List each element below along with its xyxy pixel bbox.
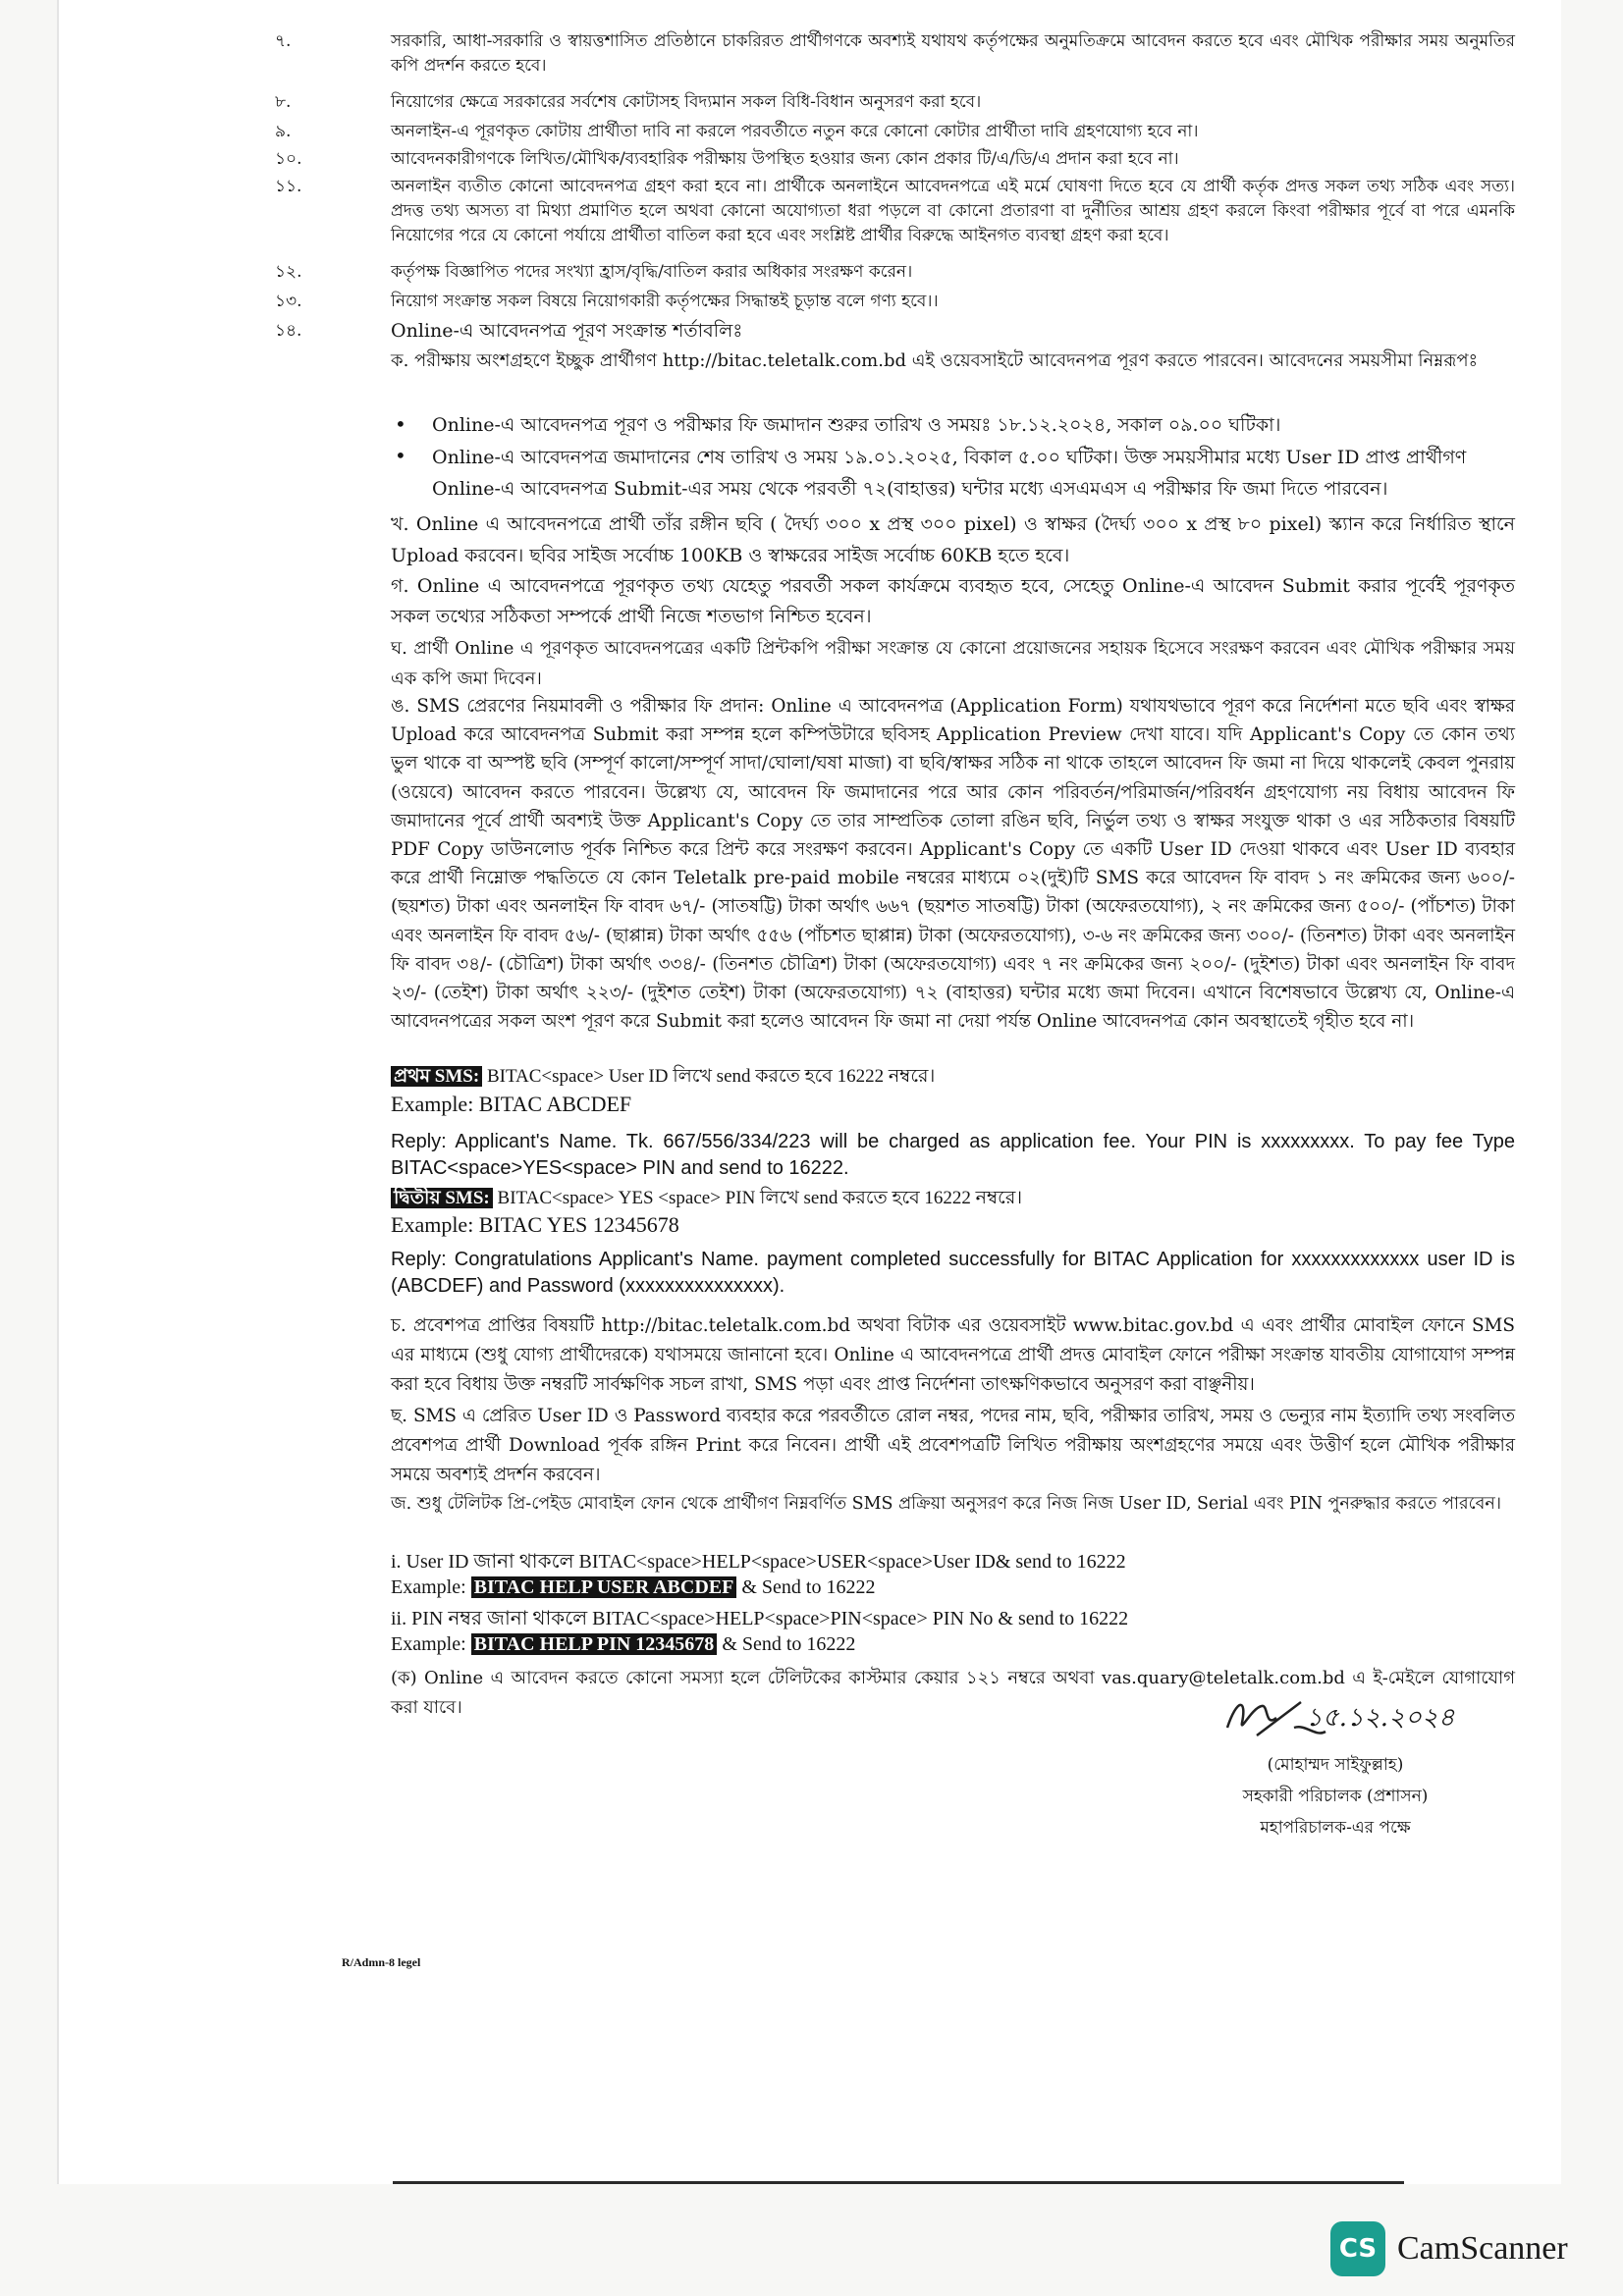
item-text: Online-এ আবেদনপত্র পূরণ সংক্রান্ত শর্তাবলিঃ — [391, 320, 743, 342]
item-text: অনলাইন-এ পূরণকৃত কোটায় প্রার্থীতা দাবি না করলে পরবর্তীতে নতুন করে কোনো কোটার প্রার্থীতা দাবি গ্রহণযোগ্য হবে না। — [391, 122, 1199, 141]
item-text: নিয়োগ সংক্রান্ত সকল বিষয়ে নিয়োগকারী কর্তৃপক্ষের সিদ্ধান্তই চূড়ান্ত বলে গণ্য হবে।। — [391, 292, 939, 311]
subsection-text: খ. Online এ আবেদনপত্রে প্রার্থী তাঁর রঙ্গীন ছবি ( দৈর্ঘ্য ৩০০ x প্রস্থ ৩০০ pixel) ও স্বাক্ষর (দৈর্ঘ্য ৩০০ x প্রস্থ ৮০ pixel) স্ক্যান করে নির্ধারিত স্থানে Upload করবেন। ছবির সাইজ সর্বোচ্চ 100KB ও স্বাক্ষরের সাইজ সর্বোচ্চ 60KB হতে হবে। — [391, 513, 1515, 566]
subsection-text: ক. পরীক্ষায় অংশগ্রহণে ইচ্ছুক প্রার্থীগণ http://bitac.teletalk.com.bd এই ওয়েবসাইটে আবেদনপত্র পূরণ করতে পারবেন। আবেদনের সময়সীমা নিম্নরূপঃ — [391, 350, 1479, 371]
bullet-icon: • — [395, 412, 406, 436]
signature-date: ১৫.১২.২০২৪ — [1306, 1703, 1455, 1733]
item-text: অনলাইন ব্যতীত কোনো আবেদনপত্র গ্রহণ করা হবে না। প্রার্থীকে অনলাইনে আবেদনপত্রে এই মর্মে ঘোষণা দিতে হবে যে প্রার্থী কর্তৃক প্রদত্ত সকল তথ্য সঠিক এবং সত্য। প্রদত্ত তথ্য অসত্য বা মিথ্যা প্রমাণিত হলে অথবা কোনো অযোগ্যতা ধরা পড়লে বা কোনো প্রতারণা বা দুর্নীতির আশ্রয় গ্রহণ করলে কিংবা পরীক্ষার পূর্বে বা পরে এমনকি নিয়োগের পরে যে কোনো পর্যায়ে প্রার্থীতা বাতিল করা হবে এবং সংশ্লিষ্ট প্রার্থীর বিরুদ্ধে আইনগত ব্যবস্থা গ্রহণ করা হবে। — [391, 177, 1515, 245]
footer-reference-code: R/Admn-8 legel — [342, 1955, 421, 1969]
first-sms-reply-text: Reply: Applicant's Name. Tk. 667/556/334/223 will be charged as application fee. Your PIN is xxxxxxxxx. To pay fee Type BITAC<space>YES<space> PIN and send to 16222. — [391, 1131, 1515, 1179]
item-number: ১০. — [275, 149, 302, 169]
item-text: আবেদনকারীগণকে লিখিত/মৌখিক/ব্যবহারিক পরীক্ষায় উপস্থিত হওয়ার জন্য কোন প্রকার টি/এ/ডি/এ প্রদান করা হবে না। — [391, 149, 1179, 169]
camscanner-text: CamScanner — [1397, 2230, 1568, 2267]
second-sms-label: দ্বিতীয় SMS: — [391, 1188, 493, 1208]
subsection-text: ঘ. প্রার্থী Online এ পূরণকৃত আবেদনপত্রের একটি প্রিন্টকপি পরীক্ষা সংক্রান্ত যে কোনো প্রয়োজনের সহায়ক হিসেবে সংরক্ষণ করবেন এবং মৌখিক পরীক্ষার সময় এক কপি জমা দিবেন। — [391, 638, 1515, 689]
document-page — [59, 0, 1561, 2184]
recover-user-id-text: i. User ID জানা থাকলে BITAC<space>HELP<space>USER<space>User ID& send to 16222 — [391, 1551, 1126, 1573]
example-tail: & Send to 16222 — [736, 1576, 876, 1598]
bullet-icon: • — [395, 444, 406, 467]
bullet-text: Online-এ আবেদনপত্র জমাদানের শেষ তারিখ ও সময় ১৯.০১.২০২৫, বিকাল ৫.০০ ঘটিকা। উক্ত সময়সীমার মধ্যে User ID প্রাপ্ত প্রার্থীগণ Online-এ আবেদনপত্র Submit-এর সময় থেকে পরবর্তী ৭২(বাহাত্তর) ঘন্টার মধ্যে এসএমএস এ পরীক্ষার ফি জমা দিতে পারবেন। — [432, 447, 1467, 500]
item-number: ১৪. — [275, 321, 302, 341]
item-number: ৭. — [275, 31, 292, 51]
recover-pin-text: ii. PIN নম্বর জানা থাকলে BITAC<space>HELP<space>PIN<space> PIN No & send to 16222 — [391, 1608, 1129, 1629]
first-sms-text: BITAC<space> User ID লিখে send করতে হবে 16222 নম্বরে। — [482, 1066, 936, 1087]
example-tail: & Send to 16222 — [717, 1633, 856, 1655]
item-number: ৯. — [275, 122, 292, 141]
item-text: সরকারি, আধা-সরকারি ও স্বায়ত্তশাসিত প্রতিষ্ঠানে চাকরিরত প্রার্থীগণকে অবশ্যই যথাযথ কর্তৃপক্ষের অনুমতিক্রমে আবেদন করতে হবে এবং মৌখিক পরীক্ষার সময় অনুমতির কপি প্রদর্শন করতে হবে। — [391, 31, 1515, 76]
item-text: নিয়োগের ক্ষেত্রে সরকারের সর্বশেষ কোটাসহ বিদ্যমান সকল বিধি-বিধান অনুসরণ করা হবে। — [391, 92, 982, 112]
item-number: ৮. — [275, 92, 292, 112]
subsection-text: ঙ. SMS প্রেরণের নিয়মাবলী ও পরীক্ষার ফি প্রদান: Online এ আবেদনপত্র (Application Form) যথাযথভাবে পূরণ করে নির্দেশনা মতে ছবি এবং স্বাক্ষর Upload করে আবেদনপত্র Submit করা সম্পন্ন হলে কম্পিউটারে ছবিসহ Application Preview দেখা যাবে। যদি Applicant's Copy তে কোন তথ্য ভুল থাকে বা অস্পষ্ট ছবি (সম্পূর্ণ কালো/সম্পূর্ণ সাদা/ঘোলা/ঘষা মাজা) বা ছবি/স্বাক্ষর সঠিক না থাকে তাহলে আবেদন ফি জমা না দিয়ে থাকলেই কেবল পুনরায় (ওয়েবে) আবেদন করতে পারবেন। উল্লেখ্য যে, আবেদন ফি জমাদানের পরে আর কোন পরিবর্তন/পরিমার্জন/পরিবর্ধন গ্রহণযোগ্য নয় বিধায় আবেদন ফি জমাদানের পূর্বে প্রার্থী অবশ্যই উক্ত Applicant's Copy তে তার সাম্প্রতিক তোলা রঙিন ছবি, নির্ভুল তথ্য ও স্বাক্ষর সংযুক্ত থাকা ও এর সঠিকতার বিষয়টি PDF Copy ডাউনলোড পূর্বক নিশ্চিত করে প্রিন্ট করে সংরক্ষণ করবেন। Applicant's Copy তে একটি User ID দেওয়া থাকবে এবং User ID ব্যবহার করে প্রার্থী নিম্নোক্ত পদ্ধতিতে যে কোন Teletalk pre-paid mobile নম্বরের মাধ্যমে ০২(দুই)টি SMS করে আবেদন ফি বাবদ ১ নং ক্রমিকের জন্য ৬০০/- (ছয়শত) টাকা এবং অনলাইন ফি বাবদ ৬৭/- (সাতষট্টি) টাকা অর্থাৎ ৬৬৭ (ছয়শত সাতষট্টি) টাকা (অফেরতযোগ্য), ২ নং ক্রমিকের জন্য ৫০০/- (পাঁচশত) টাকা এবং অনলাইন ফি বাবদ ৫৬/- (ছাপ্পান্ন) টাকা অর্থাৎ ৫৫৬ (পাঁচশত ছাপ্পান্ন) টাকা (অফেরতযোগ্য), ৩-৬ নং ক্রমিকের জন্য ৩০০/- (তিনশত) টাকা এবং অনলাইন ফি বাবদ ৩৪/- (চৌত্রিশ) টাকা অর্থাৎ ৩৩৪/- (তিনশত চৌত্রিশ) টাকা (অফেরতযোগ্য) এবং ৭ নং ক্রমিকের জন্য ২০০/- (দুইশত) টাকা এবং অনলাইন ফি বাবদ ২৩/- (তেইশ) টাকা অর্থাৎ ২২৩/- (দুইশত তেইশ) টাকা (অফেরতযোগ্য) ৭২ (বাহাত্তর) ঘন্টার মধ্যে জমা দিবেন। এখানে বিশেষভাবে উল্লেখ্য যে, Online-এ আবেদনপত্রের সকল অংশ পূরণ করে Submit করা হলেও আবেদন ফি জমা না দেয়া পর্যন্ত Online আবেদনপত্র কোন অবস্থাতেই গৃহীত হবে না। — [391, 696, 1515, 1033]
subsection-text: চ. প্রবেশপত্র প্রাপ্তির বিষয়টি http://bitac.teletalk.com.bd অথবা বিটাক এর ওয়েবসাইট www.bitac.gov.bd এ এবং প্রার্থীর মোবাইল ফোনে SMS এর মাধ্যমে (শুধু যোগ্য প্রার্থীদেরকে) যথাসময়ে জানানো হবে। Online এ আবেদনপত্রে প্রার্থী প্রদত্ত মোবাইল ফোনে পরীক্ষা সংক্রান্ত যাবতীয় যোগাযোগ সম্পন্ন করা হবে বিধায় উক্ত নম্বরটি সার্বক্ষণিক সচল রাখা, SMS পড়া এবং প্রাপ্ত নির্দেশনা তাৎক্ষণিকভাবে অনুসরণ করা বাঞ্ছনীয়। — [391, 1315, 1515, 1395]
signatory-on-behalf: মহাপরিচালক-এর পক্ষে — [1260, 1818, 1411, 1838]
first-sms-example-text: Example: BITAC ABCDEF — [391, 1092, 632, 1116]
example-command: BITAC HELP USER ABCDEF — [471, 1576, 737, 1598]
item-text: কর্তৃপক্ষ বিজ্ঞাপিত পদের সংখ্যা হ্রাস/বৃদ্ধি/বাতিল করার অধিকার সংরক্ষণ করেন। — [391, 262, 913, 282]
page-bottom-edge — [393, 2181, 1404, 2184]
bullet-text: Online-এ আবেদনপত্র পূরণ ও পরীক্ষার ফি জমাদান শুরুর তারিখ ও সময়ঃ ১৮.১২.২০২৪, সকাল ০৯.০০ ঘটিকা। — [432, 414, 1281, 436]
subsection-text: জ. শুধু টেলিটক প্রি-পেইড মোবাইল ফোন থেকে প্রার্থীগণ নিম্নবর্ণিত SMS প্রক্রিয়া অনুসরণ করে নিজ নিজ User ID, Serial এবং PIN পুনরুদ্ধার করতে পারবেন। — [391, 1494, 1502, 1514]
signature-block — [1198, 1688, 1473, 1843]
item-number: ১৩. — [275, 292, 302, 311]
subsection-text: ছ. SMS এ প্রেরিত User ID ও Password ব্যবহার করে পরবর্তীতে রোল নম্বর, পদের নাম, ছবি, পরীক্ষার তারিখ, সময় ও ভেন্যুর নাম ইত্যাদি তথ্য সংবলিত প্রবেশপত্র প্রার্থী Download পূর্বক রঙ্গিন Print করে নিবেন। প্রার্থী এই প্রবেশপত্রটি লিখিত পরীক্ষায় অংশগ্রহণের সময়ে এবং উত্তীর্ণ হলে মৌখিক পরীক্ষার সময়ে অবশ্যই প্রদর্শন করবেন। — [391, 1406, 1515, 1485]
contact-note-text: (ক) Online এ আবেদন করতে কোনো সমস্যা হলে টেলিটকের কাস্টমার কেয়ার ১২১ নম্বরে অথবা vas.quary@teletalk.com.bd এ ই-মেইলে যোগাযোগ করা যাবে। — [391, 1668, 1515, 1718]
example-label: Example: — [391, 1576, 471, 1598]
item-number: ১১. — [275, 177, 302, 196]
example-command: BITAC HELP PIN 12345678 — [471, 1633, 718, 1655]
signatory-name: (মোহাম্মদ সাইফুল্লাহ) — [1267, 1755, 1404, 1775]
second-sms-text: BITAC<space> YES <space> PIN লিখে send করতে হবে 16222 নম্বরে। — [492, 1188, 1023, 1208]
second-sms-reply-text: Reply: Congratulations Applicant's Name. payment completed successfully for BITAC Application for xxxxxxxxxxxxx user ID is (ABCDEF) and Password (xxxxxxxxxxxxxxx). — [391, 1249, 1515, 1297]
first-sms-label: প্রথম SMS: — [391, 1066, 482, 1087]
subsection-text: গ. Online এ আবেদনপত্রে পূরণকৃত তথ্য যেহেতু পরবর্তী সকল কার্যক্রমে ব্যবহৃত হবে, সেহেতু Online-এ আবেদন Submit করার পূর্বেই পূরণকৃত সকল তথ্যের সঠিকতা সম্পর্কে প্রার্থী নিজে শতভাগ নিশ্চিত হবেন। — [391, 575, 1515, 627]
camscanner-watermark — [1330, 2220, 1568, 2277]
item-number: ১২. — [275, 262, 302, 282]
signatory-designation: সহকারী পরিচালক (প্রশাসন) — [1242, 1787, 1429, 1806]
second-sms-example-text: Example: BITAC YES 12345678 — [391, 1212, 679, 1237]
example-label: Example: — [391, 1633, 471, 1655]
camscanner-logo-icon: CS — [1330, 2221, 1385, 2276]
